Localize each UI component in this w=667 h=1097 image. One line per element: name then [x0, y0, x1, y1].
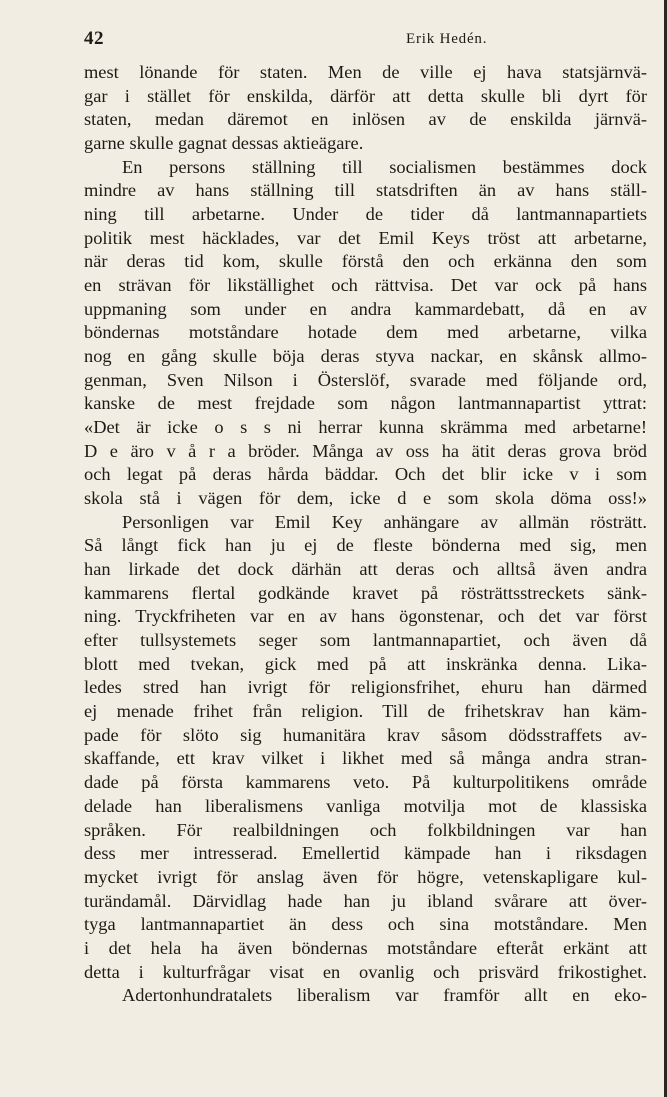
- text-line: uppmaning som under en andra kammardebatt, då en av: [84, 298, 647, 319]
- page-number: 42: [84, 28, 104, 49]
- text-line: ning till arbetarne. Under de tider då lantmannapartiets: [84, 204, 647, 225]
- text-line: böndernas motståndare hotade dem med arbetarne, vilka: [84, 322, 647, 343]
- text-line: dess mer intresserad. Emellertid kämpade han i riksdagen: [84, 843, 647, 864]
- text-line: en strävan för likställighet och rättvisa. Det var ock på hans: [84, 275, 647, 296]
- text-line: garne skulle gagnat dessas aktieägare.: [84, 133, 364, 154]
- text-line: Adertonhundratalets liberalism var framför allt en eko-: [122, 985, 647, 1006]
- text-line: efter tullsystemets seger som lantmannapartiet, och även då: [84, 630, 647, 651]
- running-title: Erik Hedén.: [406, 31, 488, 47]
- text-line: Så långt fick han ju ej de fleste bönderna med sig, men: [84, 535, 647, 556]
- text-line: språken. För realbildningen och folkbildningen var han: [84, 819, 647, 840]
- text-line: mindre av hans ställning till statsdriften än av hans ställ-: [84, 180, 647, 201]
- text-line: mycket ivrigt för anslag även för högre, vetenskapligare kul-: [84, 866, 647, 887]
- text-line: kanske de mest frejdade som någon lantmannapartist yttrat:: [84, 393, 647, 414]
- text-line: och legat på deras hårda bäddar. Och det blir icke v i som: [84, 464, 647, 485]
- text-line: skola stå i vägen för dem, icke d e som skola döma oss!»: [84, 488, 647, 509]
- text-line: i det hela ha även böndernas motståndare efteråt erkänt att: [84, 937, 647, 958]
- text-line: delade han liberalismens vanliga motvilja mot de klassiska: [84, 795, 647, 816]
- text-line: han lirkade det dock därhän att deras och alltså även andra: [84, 559, 647, 580]
- text-line: turändamål. Därvidlag hade han ju ibland svårare att över-: [84, 890, 647, 911]
- text-line: genman, Sven Nilson i Österslöf, svarade med följande ord,: [84, 369, 647, 390]
- text-line: staten, medan däremot en inlösen av de enskilda järnvä-: [84, 109, 647, 130]
- text-line: D e äro v å r a bröder. Många av oss ha ätit deras grova bröd: [84, 440, 647, 461]
- text-line: kammarens flertal godkände kravet på rösträttsstreckets sänk-: [84, 582, 647, 603]
- body-text: [84, 61, 647, 1008]
- text-line: gar i stället för enskilda, därför att detta skulle bli dyrt för: [84, 85, 647, 106]
- text-line: skaffande, ett krav vilket i likhet med så många andra stran-: [84, 748, 647, 769]
- text-line: Personligen var Emil Key anhängare av allmän rösträtt.: [122, 511, 647, 532]
- text-line: tyga lantmannapartiet än dess och sina motståndare. Men: [84, 914, 647, 935]
- text-line: när deras tid kom, skulle förstå den och erkänna den som: [84, 251, 647, 272]
- text-line: politik mest häcklades, var det Emil Keys tröst att arbetarne,: [84, 227, 647, 248]
- text-line: ning. Tryckfriheten var en av hans ögonstenar, och det var först: [84, 606, 647, 627]
- text-line: dade på första kammarens veto. På kulturpolitikens område: [84, 772, 647, 793]
- text-line: pade för slöto sig humanitära krav såsom dödsstraffets av-: [84, 724, 647, 745]
- text-line: ej menade frihet från religion. Till de frihetskrav han käm-: [84, 701, 647, 722]
- text-line: blott med tvekan, gick med på att inskränka denna. Lika-: [84, 653, 647, 674]
- page-header: [84, 28, 644, 50]
- text-line: En persons ställning till socialismen bestämmes dock: [122, 156, 647, 177]
- text-line: mest lönande för staten. Men de ville ej hava statsjärnvä-: [84, 62, 647, 82]
- text-line: detta i kulturfrågar visat en ovanlig och prisvärd frikostighet.: [84, 961, 647, 982]
- text-line: nog en gång skulle böja deras styva nackar, en skånsk allmo-: [84, 346, 647, 367]
- text-line: «Det är icke o s s ni herrar kunna skrämma med arbetarne!: [84, 417, 647, 438]
- text-line: ledes stred han ivrigt för religionsfrihet, ehuru han därmed: [84, 677, 647, 698]
